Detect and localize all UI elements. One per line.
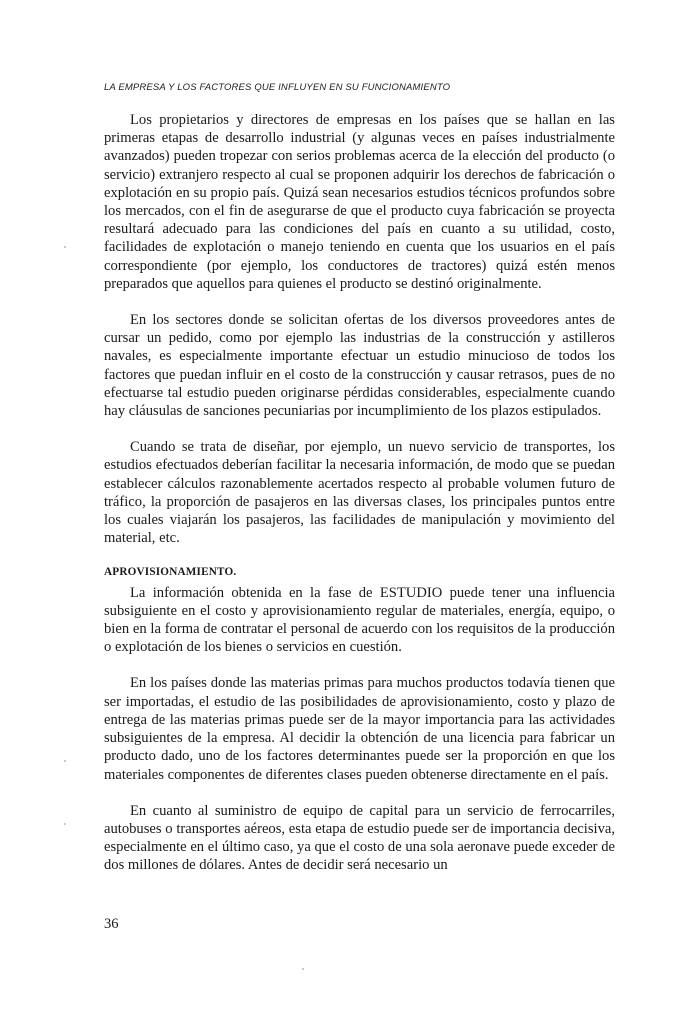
scan-speck bbox=[64, 760, 66, 762]
paragraph: Los propietarios y directores de empresas en los países que se hallan en las primeras etapas de desarrollo industrial (y algunas veces en países industrialmente avanzados) pueden tropezar con serios problemas acerca de la elección del producto (o servicio) extranjero respecto al cual se proponen adquirir los derechos de fabricación o explotación en su propio país. Quizá sean necesarios estudios técnicos profundos sobre los mercados, con el fin de asegurarse de que el producto cuya fabricación se proyecta resultará adecuado para las condiciones del país en cuanto a su utilidad, costo, facilidades de explotación o manejo teniendo en cuenta que los usuarios en el país correspondiente (por ejemplo, los conductores de tractores) quizá estén menos preparados que aquellos para quienes el producto se destinó originalmente. bbox=[104, 112, 615, 292]
page-number: 36 bbox=[104, 916, 119, 932]
scan-speck bbox=[302, 968, 304, 970]
scan-speck bbox=[64, 246, 66, 248]
paragraph: En los países donde las materias primas para muchos productos todavía tienen que ser importadas, el estudio de las posibilidades de aprovisionamiento, costo y plazo de entrega de las materias primas puede ser de la mayor importancia para las actividades subsiguientes de la empresa. Al decidir la obtención de una licencia para fabricar un producto dado, uno de los factores determinantes puede ser la proporción en que los materiales componentes de diferentes clases pueden obtenerse directamente en el país. bbox=[104, 675, 615, 783]
paragraph: En cuanto al suministro de equipo de capital para un servicio de ferrocarriles, autobuses o transportes aéreos, esta etapa de estudio puede ser de importancia decisiva, especialmente en el último caso, ya que el costo de una sola aeronave puede exceder de dos millones de dólares. Antes de decidir será necesario un bbox=[104, 802, 615, 874]
paragraph: La información obtenida en la fase de ESTUDIO puede tener una influencia subsiguiente en el costo y aprovisionamiento regular de materiales, energía, equipo, o bien en la forma de contratar el personal de acuerdo con los requisitos de la producción o explotación de los bienes o servicios en cuestión. bbox=[104, 584, 615, 656]
scan-speck bbox=[64, 823, 66, 825]
body-text bbox=[104, 111, 615, 875]
section-heading: APROVISIONAMIENTO. bbox=[104, 566, 237, 579]
paragraph: En los sectores donde se solicitan ofertas de los diversos proveedores antes de cursar un pedido, como por ejemplo las industrias de la construcción y astilleros navales, es especialmente importante efectuar un estudio minucioso de todos los factores que puedan influir en el costo de la construcción y causar retrasos, pues de no efectuarse tal estudio pueden originarse pérdidas considerables, especialmente cuando hay cláusulas de sanciones pecuniarias por incumplimiento de los plazos estipulados. bbox=[104, 312, 615, 420]
paragraph: Cuando se trata de diseñar, por ejemplo, un nuevo servicio de transportes, los estudios efectuados deberían facilitar la necesaria información, de modo que se puedan establecer cálculos razonablemente acertados respecto al probable volumen futuro de tráfico, la proporción de pasajeros en las diversas clases, los principales puntos entre los cuales viajarán los pasajeros, las facilidades de manipulación y movimiento del material, etc. bbox=[104, 439, 615, 547]
running-head: LA EMPRESA Y LOS FACTORES QUE INFLUYEN EN SU FUNCIONAMIENTO bbox=[104, 82, 451, 93]
